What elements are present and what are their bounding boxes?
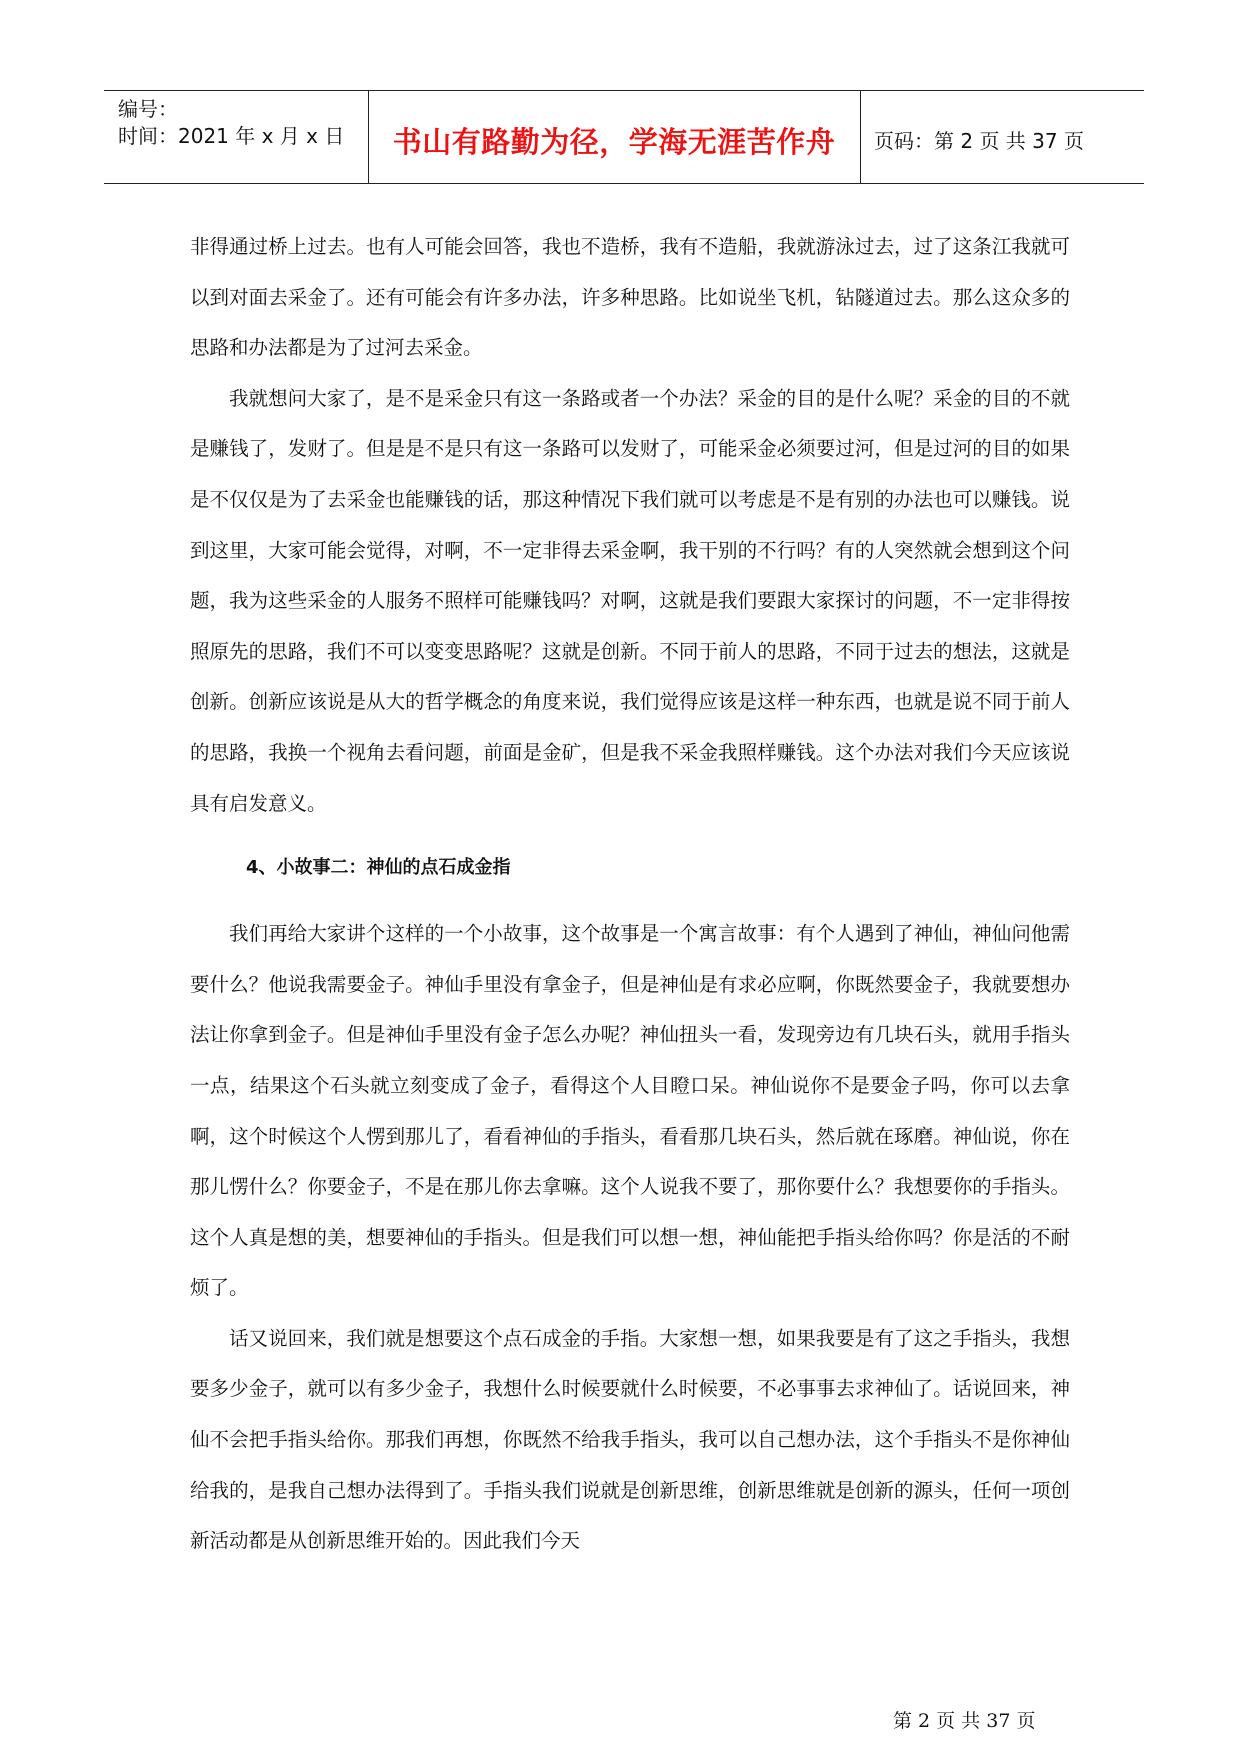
header-left-cell [104,91,369,183]
header-right-cell [860,91,1144,183]
paragraph: 话又说回来，我们就是想要这个点石成金的手指。大家想一想，如果我要是有了这之手指头，我想要多少金子，就可以有多少金子，我想什么时候要就什么时候要，不必事事去求神仙了。话说回来，神仙不会把手指头给你。那我们再想，你既然不给我手指头，我可以自己想办法，这个手指头不是你神仙给我的，是我自己想办法得到了。手指头我们说就是创新思维，创新思维就是创新的源头，任何一项创新活动都是从创新思维开始的。因此我们今天 [190,1326,1070,1553]
header-motto: 书山有路勤为径，学海无涯苦作舟 [392,125,836,159]
page-footer: 第 2 页 共 37 页 [893,1710,1036,1732]
paragraph: 我们再给大家讲个这样的一个小故事，这个故事是一个寓言故事：有个人遇到了神仙，神仙问他需要什么？他说我需要金子。神仙手里没有拿金子，但是神仙是有求必应啊，你既然要金子，我就要想办法让你拿到金子。但是神仙手里没有金子怎么办呢？神仙扭头一看，发现旁边有几块石头，就用手指头一点，结果这个石头就立刻变成了金子，看得这个人目瞪口呆。神仙说你不是要金子吗，你可以去拿啊，这个时候这个人愣到那儿了，看看神仙的手指头，看看那几块石头，然后就在琢磨。神仙说，你在那儿愣什么？你要金子，不是在那儿你去拿嘛。这个人说我不要了，那你要什么？我想要你的手指头。这个人真是想的美，想要神仙的手指头。但是我们可以想一想，神仙能把手指头给你吗？你是活的不耐烦了。 [190,922,1070,1300]
number-label: 编号： [118,97,178,121]
date-line: 时间：2021 年 x 月 x 日 [118,124,345,148]
paragraph: 我就想问大家了，是不是采金只有这一条路或者一个办法？采金的目的是什么呢？采金的目的不就是赚钱了，发财了。但是是不是只有这一条路可以发财了，可能采金必须要过河，但是过河的目的如果是不仅仅是为了去采金也能赚钱的话，那这种情况下我们就可以考虑是不是有别的办法也可以赚钱。说到这里，大家可能会觉得，对啊，不一定非得去采金啊，我干别的不行吗？有的人突然就会想到这个问题，我为这些采金的人服务不照样可能赚钱吗？对啊，这就是我们要跟大家探讨的问题，不一定非得按照原先的思路，我们不可以变变思路呢？这就是创新。不同于前人的思路，不同于过去的想法，这就是创新。创新应该说是从大的哲学概念的角度来说，我们觉得应该是这样一种东西，也就是说不同于前人的思路，我换一个视角去看问题，前面是金矿，但是我不采金我照样赚钱。这个办法对我们今天应该说具有启发意义。 [190,386,1070,815]
paragraph-continued: 非得通过桥上过去。也有人可能会回答，我也不造桥，我有不造船，我就游泳过去，过了这条江我就可以到对面去采金了。还有可能会有许多办法，许多种思路。比如说坐飞机，钻隧道过去。那么这众多的思路和办法都是为了过河去采金。 [190,235,1070,360]
page-header [104,90,1144,184]
section-heading: 4、小故事二：神仙的点石成金指 [246,857,511,879]
header-page-info: 页码：第 2 页 共 37 页 [874,129,1084,153]
header-middle-cell [368,91,861,183]
document-body [190,222,1070,1567]
